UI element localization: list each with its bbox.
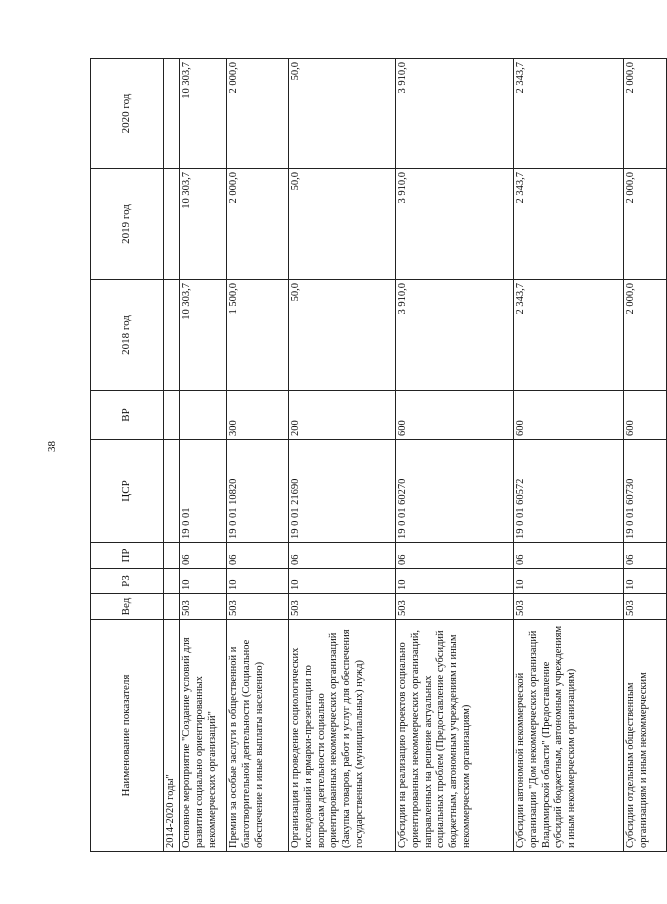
row-2020: 10 303,7	[180, 59, 227, 169]
row-2020: 2 343,7	[514, 59, 624, 169]
table-cell	[164, 543, 180, 569]
row-2018: 50,0	[289, 280, 396, 391]
header-csr: ЦСР	[91, 440, 164, 543]
row-vr: 600	[624, 391, 667, 440]
row-ved: 503	[396, 594, 514, 620]
row-rz: 10	[396, 569, 514, 594]
row-2019: 2 000,0	[624, 169, 667, 280]
row-2019: 2 343,7	[514, 169, 624, 280]
row-name: Основное мероприятие "Создание условий для развития социально ориентированных некоммерческих организаций"	[180, 620, 227, 852]
row-rz: 10	[624, 569, 667, 594]
row-csr: 19 0 01 60572	[514, 440, 624, 543]
header-2018: 2018 год	[91, 280, 164, 391]
row-2019: 10 303,7	[180, 169, 227, 280]
row-csr: 19 0 01 60270	[396, 440, 514, 543]
row-rz: 10	[514, 569, 624, 594]
header-2020: 2020 год	[91, 59, 164, 169]
row-pr: 06	[180, 543, 227, 569]
row-pr: 06	[624, 543, 667, 569]
table-cell	[164, 569, 180, 594]
table-row	[624, 59, 667, 852]
table-row	[227, 59, 289, 852]
row-2018: 2 000,0	[624, 280, 667, 391]
header-row	[91, 59, 164, 852]
table-row	[180, 59, 227, 852]
row-rz: 10	[289, 569, 396, 594]
row-ved: 503	[289, 594, 396, 620]
header-rz: РЗ	[91, 569, 164, 594]
table-cell	[164, 280, 180, 391]
row-2019: 50,0	[289, 169, 396, 280]
table-cell	[164, 594, 180, 620]
row-name: Субсидии автономной некоммерческой организации "Дом некоммерческих организаций Владимирской области" (Предоставление субсидий бюджетным, автономным учреждениям и иным некоммерческим организациям)	[514, 620, 624, 852]
row-2020: 50,0	[289, 59, 396, 169]
header-2019: 2019 год	[91, 169, 164, 280]
row-2019: 3 910,0	[396, 169, 514, 280]
row-csr: 19 0 01 21690	[289, 440, 396, 543]
period-row	[164, 59, 180, 852]
row-pr: 06	[396, 543, 514, 569]
row-name: Организация и проведение социологических исследований и ярмарки-презентации по вопросам деятельности социально ориентированных некоммерческих организаций (Закупка товаров, работ и услуг для обеспечения государственных (муниципальных) нужд)	[289, 620, 396, 852]
table-cell	[164, 59, 180, 169]
row-2018: 1 500,0	[227, 280, 289, 391]
row-2019: 2 000,0	[227, 169, 289, 280]
table-row	[396, 59, 514, 852]
row-ved: 503	[227, 594, 289, 620]
row-name: Субсидии отдельным общественным организациям и иным некоммерческим	[624, 620, 667, 852]
table-cell	[164, 440, 180, 543]
table-row	[514, 59, 624, 852]
row-rz: 10	[227, 569, 289, 594]
header-name: Наименование показателя	[91, 620, 164, 852]
header-pr: ПР	[91, 543, 164, 569]
table-cell	[164, 169, 180, 280]
rotated-page	[90, 59, 649, 852]
row-vr: 200	[289, 391, 396, 440]
row-csr: 19 0 01 10820	[227, 440, 289, 543]
row-vr	[180, 391, 227, 440]
row-name: Субсидии на реализацию проектов социально ориентированных некоммерческих организаций, направленных на решение актуальных социальных проблем (Предоставление субсидий бюджетным, автономным учреждениям и иным некоммерческим организациям)	[396, 620, 514, 852]
row-ved: 503	[180, 594, 227, 620]
row-csr: 19 0 01 60730	[624, 440, 667, 543]
row-2018: 10 303,7	[180, 280, 227, 391]
row-pr: 06	[289, 543, 396, 569]
table-cell	[164, 391, 180, 440]
row-vr: 300	[227, 391, 289, 440]
budget-table	[90, 58, 667, 852]
row-rz: 10	[180, 569, 227, 594]
row-pr: 06	[227, 543, 289, 569]
row-vr: 600	[514, 391, 624, 440]
row-2018: 3 910,0	[396, 280, 514, 391]
row-csr: 19 0 01	[180, 440, 227, 543]
period-label: 2014-2020 годы"	[164, 620, 180, 852]
row-ved: 503	[624, 594, 667, 620]
header-vr: ВР	[91, 391, 164, 440]
table-row	[289, 59, 396, 852]
row-vr: 600	[396, 391, 514, 440]
row-2020: 2 000,0	[227, 59, 289, 169]
row-ved: 503	[514, 594, 624, 620]
row-2020: 3 910,0	[396, 59, 514, 169]
page-number: 38	[46, 441, 58, 452]
row-name: Премии за особые заслуги в общественной и благотворительной деятельности (Социальное обеспечение и иные выплаты населению)	[227, 620, 289, 852]
header-ved: Вед	[91, 594, 164, 620]
row-pr: 06	[514, 543, 624, 569]
row-2020: 2 000,0	[624, 59, 667, 169]
row-2018: 2 343,7	[514, 280, 624, 391]
